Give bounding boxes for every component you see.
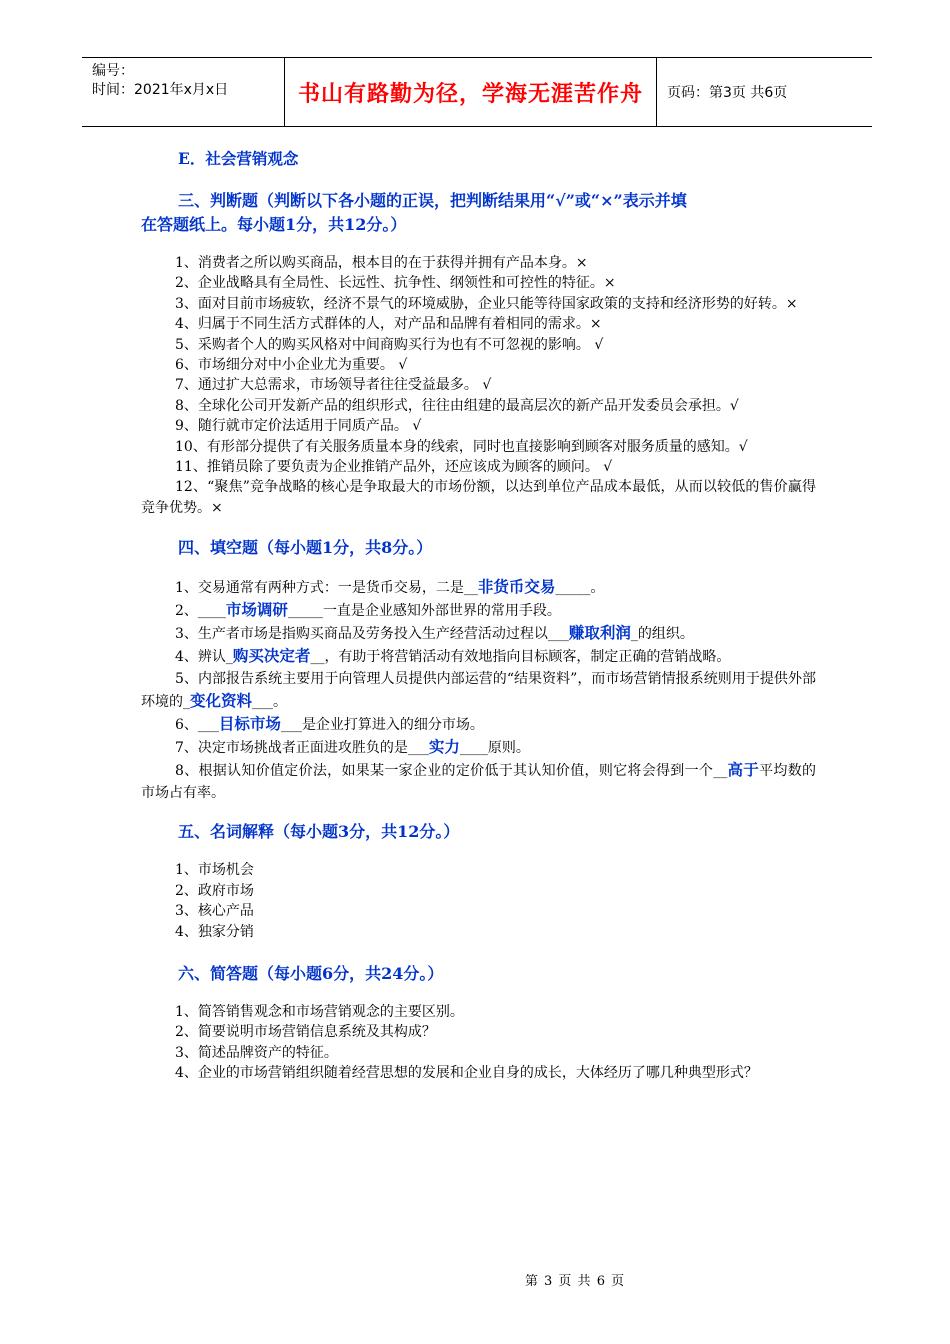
question-text-end: 平均数的市场占有率。 [141,763,817,802]
question-text-end: __，有助于将营销活动有效地指向目标顾客，制定正确的营销战略。 [310,649,731,666]
list-item: 1、市场机会 [175,862,254,879]
section-6-title: 六、简答题（每小题6分，共24分。） [178,963,444,983]
list-item: 3、面对目前市场疲软，经济不景气的环境威胁，企业只能等待国家政策的支持和经济形势的好转。× [175,295,798,312]
fill-blank-item [141,599,816,622]
question-text: 8、根据认知价值定价法，如果某一家企业的定价低于其认知价值，则它将会得到一个__ [175,763,728,780]
question-text-end: _的组织。 [630,626,694,643]
header-motto: 书山有路勤为径，学海无涯苦作舟 [285,58,657,126]
time-label: 时间：2021年x月x日 [92,82,229,98]
list-item: 7、通过扩大总需求，市场领导者往往受益最多。 √ [175,377,492,394]
section-5-title: 五、名词解释（每小题3分，共12分。） [178,822,460,842]
question-text-end: _____。 [555,580,605,597]
list-item: 2、企业战略具有全局性、长远性、抗争性、纲领性和可控性的特征。× [175,275,616,292]
answer-text: 购买决定者 [232,647,311,666]
question-text-end: ___。 [252,694,288,711]
section-6-list [141,1002,816,1084]
section-3-title-line1: 三、判断题（判断以下各小题的正误，把判断结果用“√”或“×”表示并填 [178,191,687,210]
list-item: 2、简要说明市场营销信息系统及其构成？ [175,1024,436,1041]
answer-text: 高于 [727,761,760,780]
list-item: 1、消费者之所以购买商品，根本目的在于获得并拥有产品本身。× [175,255,588,271]
answer-text: 非货币交易 [477,578,556,597]
question-text: 3、生产者市场是指购买商品及劳务投入生产经营活动过程以___ [175,626,569,643]
question-text: 5、内部报告系统主要用于向管理人员提供内部运营的“结果资料”，而市场营销情报系统则用于提供外部环境的_ [141,671,816,711]
list-item: 2、政府市场 [175,882,254,899]
header-meta [82,58,285,126]
list-item: 5、采购者个人的购买风格对中间商购买行为也有不可忽视的影响。 √ [175,336,604,353]
list-item: 3、核心产品 [175,903,254,920]
list-item: 8、全球化公司开发新产品的组织形式，往往由组建的最高层次的新产品开发委员会承担。√ [175,397,739,414]
fill-blank-item [141,576,816,599]
answer-text: 市场调研 [225,601,288,620]
section-3-title-line2: 在答题纸上。每小题1分，共12分。） [141,215,407,234]
section-3-list [141,253,816,518]
question-text: 4、辨认_ [175,649,233,666]
question-text: 6、___ [175,717,219,734]
question-text-end: ____原则。 [459,740,530,757]
section-4-list [141,576,816,804]
header-page-info: 页码：第3页 共6页 [667,85,788,101]
question-text-end: ___是企业打算进入的细分市场。 [280,717,484,734]
fill-blank-item [141,713,816,736]
list-item: 3、简述品牌资产的特征。 [175,1044,338,1061]
answer-text: 赚取利润 [568,624,631,643]
fill-blank-item [141,736,816,759]
answer-text: 变化资料 [190,692,253,711]
fill-blank-item [141,668,816,713]
question-text-end: _____一直是企业感知外部世界的常用手段。 [287,603,561,620]
list-item: 10、有形部分提供了有关服务质量本身的线索，同时也直接影响到顾客对服务质量的感知。√ [175,438,748,455]
list-item: 9、随行就市定价法适用于同质产品。 √ [175,418,422,435]
section-3-title [141,189,816,237]
page-footer: 第 3 页 共 6 页 [524,1274,626,1289]
page-header [82,57,872,127]
document-body [141,143,816,1084]
list-item: 4、企业的市场营销组织随着经营思想的发展和企业自身的成长，大体经历了哪几种典型形式？ [175,1065,758,1082]
fill-blank-item [141,645,816,668]
fill-blank-item [141,759,816,804]
section-4-title: 四、填空题（每小题1分，共8分。） [178,538,433,558]
question-text: 1、交易通常有两种方式：一是货币交易，二是__ [175,580,478,597]
question-text: 7、决定市场挑战者正面进攻胜负的是___ [175,740,429,757]
section-5-list [141,860,816,942]
list-item: 12、“聚焦”竞争战略的核心是争取最大的市场份额，以达到单位产品成本最低，从而以较低的售价赢得竞争优势。× [141,479,816,516]
list-item: 4、归属于不同生活方式群体的人，对产品和品牌有着相同的需求。× [175,316,602,333]
list-item: 11、推销员除了要负责为企业推销产品外，还应该成为顾客的顾问。 √ [175,459,613,476]
option-e: E．社会营销观念 [178,149,299,168]
question-text: 2、____ [175,603,226,620]
list-item: 1、简答销售观念和市场营销观念的主要区别。 [175,1003,464,1020]
answer-text: 实力 [428,738,460,757]
number-label: 编号： [92,63,134,79]
list-item: 6、市场细分对中小企业尤为重要。 √ [175,357,408,374]
list-item: 4、独家分销 [175,923,254,940]
answer-text: 目标市场 [218,715,281,734]
fill-blank-item [141,622,816,645]
